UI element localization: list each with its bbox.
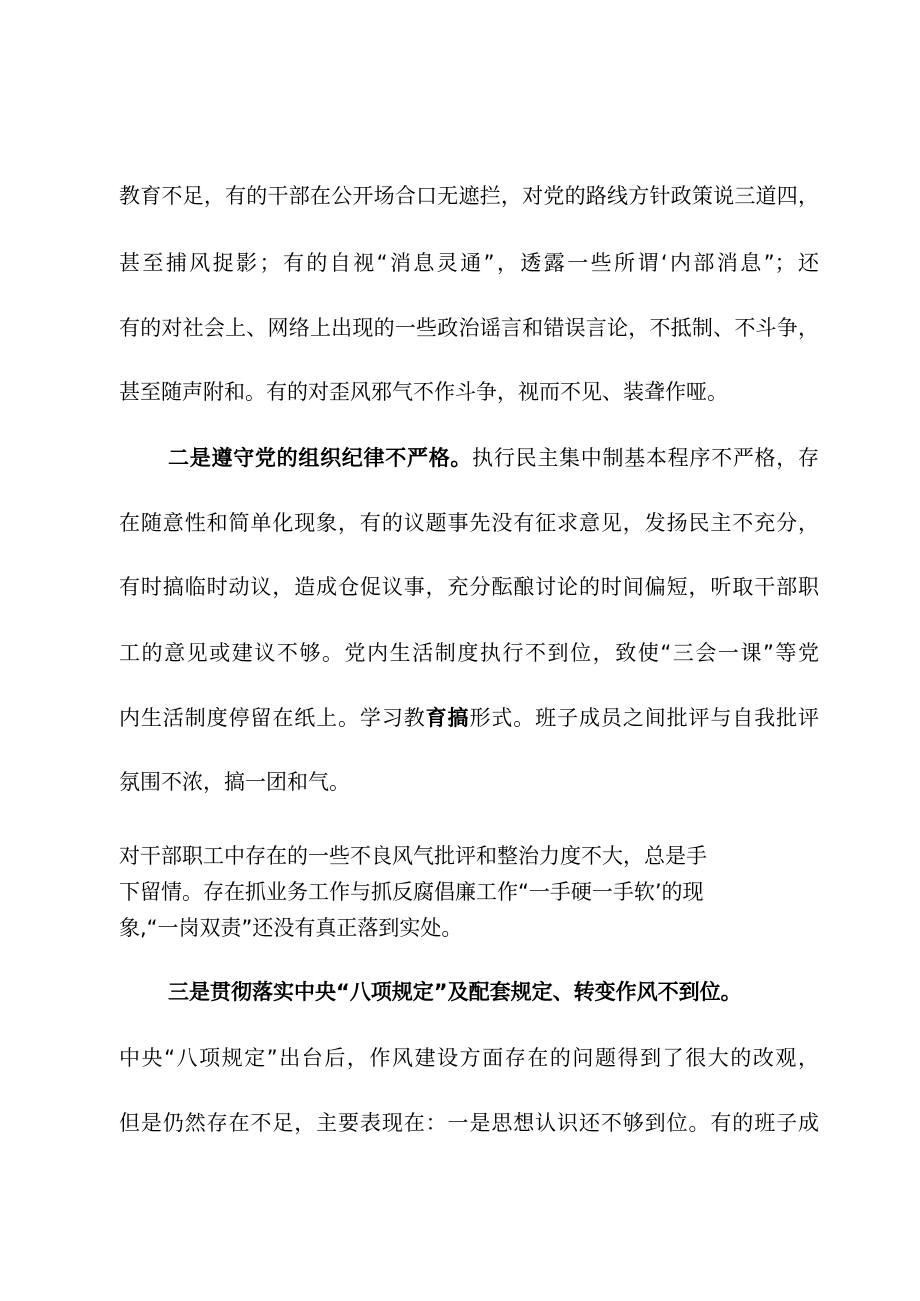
body-text-line: 甚至随声附和。有的对歪风邪气不作斗争，视而不见、装聋作哑。 — [119, 380, 728, 404]
body-text-line — [119, 703, 819, 733]
body-text: 内生活制度停留在纸上。学习教 — [119, 706, 426, 730]
body-text-line: 象,“一岗双责”还没有真正落到实处。 — [119, 916, 463, 940]
body-text-line: 工的意见或建议不够。党内生活制度执行不到位，致使“三会一课”等党 — [119, 641, 819, 665]
section-heading: 三是贯彻落实中央“八项规定”及配套规定、转变作风不到位。 — [168, 980, 742, 1004]
body-text: 形式。班子成员之间批评与自我批评 — [469, 706, 820, 730]
body-text-line: 有时搞临时动议，造成仓促议事，充分酝酿讨论的时间偏短，听取干部职 — [119, 575, 819, 599]
section-heading-paragraph — [168, 977, 819, 1007]
bold-text: 育搞 — [425, 706, 470, 730]
body-text-line: 下留情。存在抓业务工作与抓反腐倡廉工作“一手硬一手软’的现 — [119, 880, 704, 904]
body-text-line: 有的对社会上、网络上出现的一些政治谣言和错误言论，不抵制、不斗争， — [119, 316, 819, 340]
body-text-line: 中央“八项规定”出台后，作风建设方面存在的问题得到了很大的改观， — [119, 1046, 819, 1070]
body-text-line: 但是仍然存在不足，主要表现在：一是思想认识还不够到位。有的班子成 — [119, 1111, 819, 1135]
body-text-line: 教育不足，有的干部在公开场合口无遮拦，对党的路线方针政策说三道四， — [119, 184, 819, 208]
section-heading-paragraph — [168, 443, 819, 473]
body-text: 执行民主集中制基本程序不严格，存 — [472, 446, 820, 470]
body-text-line: 氛围不浓，搞一团和气。 — [119, 770, 350, 794]
body-text-line: 对干部职工中存在的一些不良风气批评和整治力度不大，总是手 — [119, 844, 707, 868]
body-text-line: 甚至捕风捉影；有的自视“消息灵通”，透露一些所谓‘内部消息”；还 — [119, 251, 819, 275]
section-heading: 二是遵守党的组织纪律不严格。 — [168, 446, 473, 470]
body-text-line: 在随意性和简单化现象，有的议题事先没有征求意见，发扬民主不充分， — [119, 511, 819, 535]
